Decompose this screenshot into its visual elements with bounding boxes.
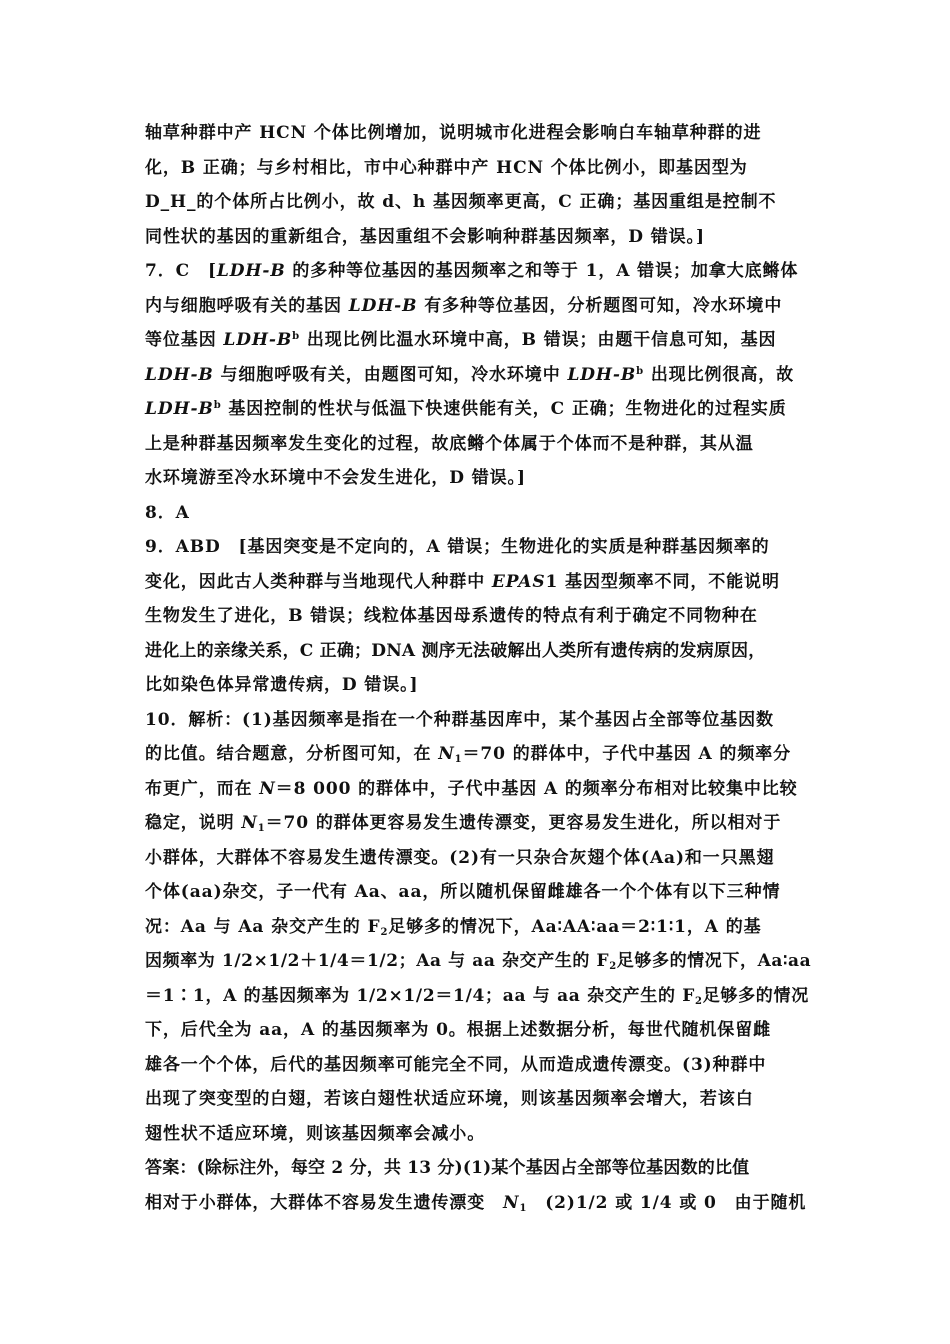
variable-n: N [438, 744, 455, 764]
text-run: 出现比例比温水环境中高，B 错误；由题干信息可知，基因 [300, 330, 777, 350]
text-line: 个体(aa)杂交，子一代有 Aa、aa，所以随机保留雌雄各一个个体有以下三种情 [145, 882, 781, 902]
text-run: 因频率为 1/2×1/2＋1/4＝1/2；Aa 与 aa 杂交产生的 F [145, 951, 610, 971]
text-line: 同性状的基因的重新组合，基因重组不会影响种群基因频率，D 错误。] [145, 226, 705, 247]
subscript: 1 [519, 1202, 528, 1214]
text-line [145, 806, 810, 841]
text-run: 足够多的情况 [702, 985, 809, 1006]
text-line: 进化上的亲缘关系，C 正确；DNA 测序无法破解出人类所有遗传病的发病原因， [145, 640, 766, 661]
text-line: 翅性状不适应环境，则该基因频率会减小。 [145, 1123, 486, 1144]
subscript: 2 [609, 961, 617, 972]
text-line [145, 323, 810, 358]
text-run: 足够多的情况下，Aa∶aa [616, 951, 812, 971]
gene-name: LDH-B [567, 364, 637, 385]
text-run: 与细胞呼吸有关，由题图可知，冷水环境中 [213, 364, 568, 385]
text-line [145, 979, 810, 1014]
document-body [145, 116, 810, 1220]
q7-label: 7．C [ [145, 261, 217, 281]
text-line: 雄各一个个体，后代的基因频率可能完全不同，从而造成遗传漂变。(3)种群中 [145, 1054, 767, 1075]
text-line: D_H_的个体所占比例小，故 d、h 基因频率更高，C 正确；基因重组是控制不 [145, 192, 777, 212]
text-line: 水环境游至冷水环境中不会发生进化，D 错误。] [145, 468, 526, 488]
subscript: 1 [257, 823, 266, 834]
gene-name: LDH-B [145, 399, 214, 419]
text-line [145, 358, 810, 393]
text-line [145, 1186, 810, 1221]
text-line [145, 737, 810, 772]
gene-name: LDH-B [348, 295, 418, 316]
gene-name: LDH-B [145, 364, 214, 385]
variable-n: N [241, 813, 258, 833]
subscript: 2 [380, 926, 389, 938]
q6-explanation-continued [145, 116, 810, 254]
text-line: 小群体，大群体不容易发生遗传漂变。(2)有一只杂合灰翅个体(Aa)和一只黑翅 [145, 847, 775, 868]
allele-superscript: b [636, 365, 645, 377]
text-line [145, 392, 810, 427]
text-run: ＝8 000 的群体中，子代中基因 A 的频率分布相对比较集中比较 [275, 778, 798, 799]
text-line: 轴草种群中产 HCN 个体比例增加，说明城市化进程会影响白车轴草种群的进 [145, 123, 762, 143]
allele-superscript: b [213, 400, 222, 411]
allele-superscript: b [292, 331, 301, 342]
text-line: 10．解析：(1)基因频率是指在一个种群基因库中，某个基因占全部等位基因数 [145, 709, 774, 730]
text-line: 下，后代全为 aa，A 的基因频率为 0。根据上述数据分析，每世代随机保留雌 [145, 1020, 772, 1040]
text-run: ＝70 的群体更容易发生遗传漂变，更容易发生进化，所以相对于 [265, 813, 782, 833]
subscript: 2 [695, 995, 703, 1007]
text-run: 稳定，说明 [145, 813, 242, 833]
text-run: ＝70 的群体中，子代中基因 A 的频率分 [462, 744, 792, 764]
gene-name: EPAS [491, 571, 546, 592]
text-line [145, 254, 810, 289]
text-line [145, 910, 810, 945]
text-line: 比如染色体异常遗传病，D 错误。] [145, 675, 419, 695]
text-line: 上是种群基因频率发生变化的过程，故底鳉个体属于个体而不是种群，其从温 [145, 433, 754, 454]
text-line [145, 289, 810, 324]
q10-answer [145, 1151, 810, 1220]
text-line: 8．A [145, 502, 190, 523]
text-run: 1 基因型频率不同，不能说明 [545, 571, 780, 592]
text-run: 变化，因此古人类种群与当地现代人种群中 [145, 571, 492, 592]
text-run: 的多种等位基因的基因频率之和等于 1，A 错误；加拿大底鳉体 [285, 261, 799, 281]
text-line: 化，B 正确；与乡村相比，市中心种群中产 HCN 个体比例小，即基因型为 [145, 157, 748, 178]
text-run: 况：Aa 与 Aa 杂交产生的 F [145, 916, 381, 937]
text-line [145, 772, 810, 807]
text-line: 出现了突变型的白翅，若该白翅性状适应环境，则该基因频率会增大，若该白 [145, 1089, 754, 1109]
text-run: 的比值。结合题意，分析图可知，在 [145, 744, 439, 764]
q7-answer [145, 254, 810, 496]
q10-analysis [145, 703, 810, 1152]
text-line [145, 565, 810, 600]
text-line: 9．ABD [基因突变是不定向的，A 错误；生物进化的实质是种群基因频率的 [145, 537, 770, 557]
gene-name: LDH-B [216, 261, 286, 281]
text-run: 内与细胞呼吸有关的基因 [145, 295, 349, 316]
variable-n: N [259, 778, 276, 799]
q9-answer [145, 530, 810, 703]
text-run: 相对于小群体，大群体不容易发生遗传漂变 [145, 1192, 503, 1213]
subscript: 1 [454, 754, 463, 765]
text-run: 足够多的情况下，Aa∶AA∶aa＝2∶1∶1，A 的基 [388, 916, 762, 937]
text-run: 等位基因 [145, 330, 224, 350]
text-run: 基因控制的性状与低温下快速供能有关，C 正确；生物进化的过程实质 [221, 399, 787, 419]
text-run: 有多种等位基因，分析题图可知，冷水环境中 [417, 295, 783, 316]
text-run: ＝1∶1，A 的基因频率为 1/2×1/2＝1/4；aa 与 aa 杂交产生的 F [145, 985, 696, 1006]
text-line [145, 944, 810, 979]
text-run: (2)1/2 或 1/4 或 0 由于随机 [527, 1192, 807, 1213]
text-run: 出现比例很高，故 [644, 364, 795, 385]
gene-name: LDH-B [223, 330, 293, 350]
q8-answer [145, 496, 810, 531]
text-line: 答案：(除标注外，每空 2 分，共 13 分)(1)某个基因占全部等位基因数的比值 [145, 1158, 750, 1178]
variable-n: N [503, 1192, 520, 1213]
text-line: 生物发生了进化，B 错误；线粒体基因母系遗传的特点有利于确定不同物种在 [145, 606, 758, 626]
text-run: 布更广，而在 [145, 778, 260, 799]
